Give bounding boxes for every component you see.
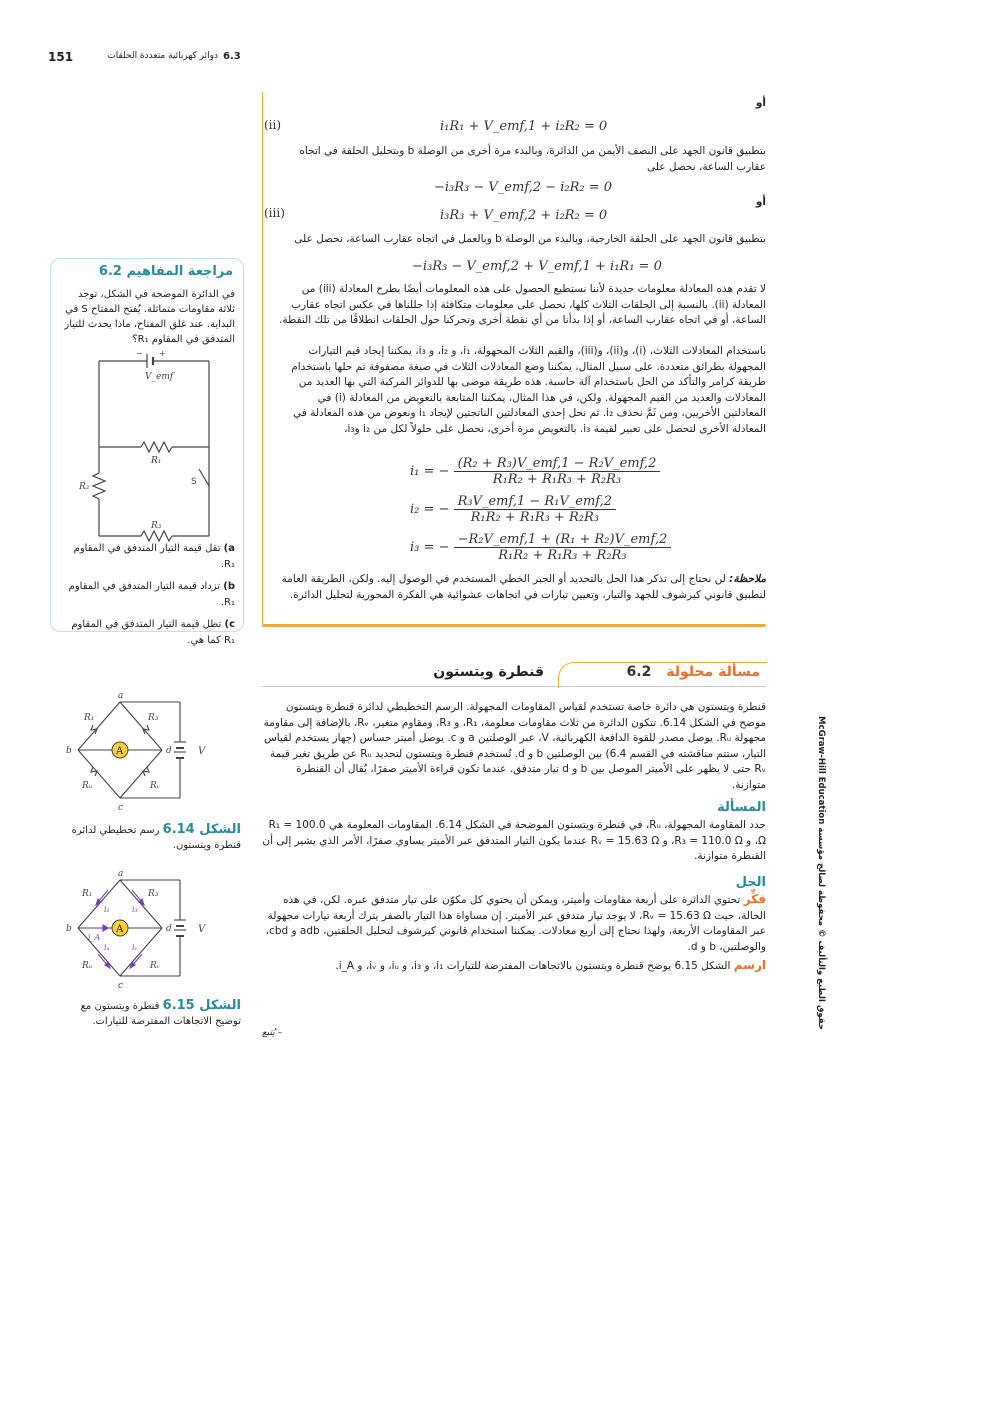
option-b-key: b) (223, 581, 235, 592)
solved-problem-body (262, 700, 766, 1040)
problem-text: حدد المقاومة المجهولة، Rᵤ، في قنطرة ويتستون الموضحة في الشكل 6.14. المقاومات المعلومة هي R₁ = 100.0 Ω، و R₃ = 110.0 Ω، و Rᵥ = 15.63 Ω عندما يكون التيار المتدفق عبر الأميتر يساوي صفرًا، الأمر الذي يشير إلى أن القنطرة متوازنة. (262, 819, 766, 862)
equation-iii: i₃R₃ + V_emf,2 + i₂R₂ = 0 (440, 208, 608, 223)
resistor-r1 (141, 442, 172, 452)
option-a-key: a) (223, 543, 235, 554)
concept-review-circuit (79, 351, 229, 551)
section-number: 6.3 (223, 51, 241, 62)
branch-r3 (120, 880, 162, 928)
copyright-text: حقوق الطبع والتأليف © محفوظة لصالح مؤسسة McGraw-Hill Education (816, 716, 826, 1030)
option-c-text: تظل قيمة التيار المتدفق في المقاوم R₁ كما هي. (71, 619, 235, 646)
label-r3: R₃ (151, 521, 162, 531)
equation-iii-number: (iii) (264, 206, 285, 220)
section-title: دوائر كهربائية متعددة الحلقات (107, 51, 218, 61)
label-i3: i₃ (132, 905, 138, 914)
ammeter-label: A (116, 924, 124, 935)
node-c: c (118, 803, 124, 813)
problem-heading: المسألة (717, 800, 766, 815)
solution-heading: الحل (735, 875, 766, 890)
label-rv: Rᵥ (150, 781, 161, 791)
option-c[interactable] (59, 617, 235, 649)
concept-review-box (50, 258, 244, 646)
solution-i1-denominator: R₁R₂ + R₁R₃ + R₂R₃ (492, 472, 622, 487)
or-label-2: أو (755, 196, 766, 208)
resistor-r1-zigzag (91, 725, 97, 734)
figure-6-15-text: قنطرة ويتستون مع توضيح الاتجاهات المفترضة للتيارات. (80, 1001, 241, 1027)
figure-6-15-label: الشكل 6.15 (162, 998, 241, 1013)
equation-ii-number: (ii) (264, 118, 282, 132)
wheatstone-intro: قنطرة ويتستون هي دائرة خاصة تستخدم لقياس المقاومات المجهولة. الرسم التخطيطي لدائرة قنطرة ويتستون موضح في الشكل 6.14. تتكون الدائرة من ثلاث مقاومات معلومة، R₁، و R₃، ومقاوم متغير، Rᵥ، بالإضافة إلى مقاومة مجهولة Rᵤ. يوصل مصدر للقوة الدافعة الكهربائية، V، عبر الوصلتين a و c. يوصل أميتر حساس (جهاز يستخدم لقياس التيار، ستتم مناقشته في القسم 6.4) بين الوصلتين b و d. تُستخدم قنطرة ويتستون لتحديد Rᵤ عن طريق تغير قيمة Rᵥ حتى لا يظهر على الأميتر الموصل بين b و d تيار متدفق. عندما تكون قراءة الأميتر صفرًا، يُقال أن القنطرة متوازنة. (263, 701, 766, 791)
solution-i2-lhs: i₂ = − (410, 502, 450, 517)
label-iv: iᵥ (132, 943, 138, 952)
label-ru: Rᵤ (82, 781, 93, 791)
solution-i2 (410, 494, 616, 525)
solution-i1-fraction (454, 456, 661, 487)
equation-right-loop: −i₃R₃ − V_emf,2 − i₂R₂ = 0 (434, 180, 613, 195)
solution-i1-numerator: (R₂ + R₃)V_emf,1 − R₂V_emf,2 (454, 456, 661, 472)
label-i1: i₁ (104, 905, 110, 914)
think-text: تحتوي الدائرة على أربعة مقاومات وأميتر، ويمكن أن يحتوي كل مكوّن على تيار متدفق عبره. لكن، في هذه الحالة، حيث Rᵥ = 15.63 Ω، لا يوجد تيار متدفق عبر الأميتر. إن مساواة هذا التيار بالصفر يترك أربعة تيارات مجهولة عبر المقاومات الأربعة، ولهذا نحتاج إلى أربع معادلات. يمكننا استخدام قانوني كيرشوف لتحليل الحلقتين، adb و cbd، والوصلتين، b و d. (265, 894, 766, 953)
label-r2: R₂ (79, 482, 90, 492)
branch-r1 (78, 702, 120, 750)
label-ia: i_A (88, 933, 101, 942)
figure-6-14-diagram (60, 690, 240, 813)
label-r3: R₃ (148, 713, 159, 723)
solved-problem-number: 6.2 (626, 664, 652, 680)
label-s: S (191, 477, 197, 487)
solved-problem-title: قنطرة ويتستون (433, 664, 544, 680)
solution-i3 (410, 532, 671, 563)
option-a[interactable] (59, 541, 235, 573)
sketch-label: ارسم (733, 958, 766, 972)
figure-6-14-label: الشكل 6.14 (162, 822, 241, 837)
or-label-1: أو (755, 97, 766, 109)
option-b-text: تزداد قيمة التيار المتدفق في المقاوم R₁. (68, 581, 235, 608)
note-label: ملاحظة: (729, 573, 766, 585)
solution-i3-fraction (454, 532, 672, 563)
page-number: 151 (48, 50, 74, 64)
node-d: d (166, 924, 172, 934)
option-c-key: c) (224, 619, 235, 630)
label-v: V (198, 746, 206, 757)
switch-s (199, 469, 209, 486)
branch-r3 (120, 702, 162, 750)
label-iu: iᵤ (104, 943, 110, 952)
note-text: لن نحتاج إلى تذكر هذا الحل بالتحديد أو الجبر الخطي المستخدم في الوصول إليه. ولكن، الطريقة العامة لتطبيق قانوني كيرشوف للجهد والتيار، وتعيين تيارات في اتجاهات عشوائية هي الفكرة المحورية لتحليل الدائرة. (281, 573, 766, 601)
solution-i1-lhs: i₁ = − (410, 464, 450, 479)
solution-i2-denominator: R₁R₂ + R₁R₃ + R₂R₃ (470, 510, 599, 525)
figure-6-14-caption (55, 822, 241, 853)
derivation-bottom-rule (262, 624, 766, 627)
page-header (48, 50, 248, 66)
ammeter-label: A (116, 746, 124, 757)
continued-marker: – يُتبع (262, 1028, 283, 1038)
solution-i1 (410, 456, 660, 487)
sketch-text: الشكل 6.15 يوضح قنطرة ويتستون بالاتجاهات المفترضة للتيارات i₁، و i₃، و iᵤ، و iᵥ، و i_A. (335, 960, 731, 972)
figure-6-15-diagram (60, 868, 240, 991)
resistor-r2 (93, 473, 105, 499)
equation-ii: i₁R₁ + V_emf,1 + i₂R₂ = 0 (440, 119, 608, 134)
solution-i2-numerator: R₃V_emf,1 − R₁V_emf,2 (454, 494, 616, 510)
figure-6-14-text: رسم تخطيطي لدائرة قنطرة ويتستون. (71, 825, 241, 851)
paragraph-solve-method: باستخدام المعادلات الثلاث، (i)، و(ii)، و(iii)، والقيم الثلاث المجهولة، i₁، و i₂، و i₃، يمكننا إيجاد قيم التيارات المجهولة بطرائق متعددة. على سبيل المثال، يمكننا وضع المعادلات الثلاث في صيغة مصفوفة ثم حلها باستخدام طريقة كرامر والتأكد من الحل باستخدام آلة حاسبة. هذه طريقة موصى بها للدوائر المركبة التي بها العديد من المعادلات والعديد من القيم المجهولة. ولكن، في هذا المثال، يمكننا المتابعة بالتعويض من المعادلة (i) في المعادلتين الأخريين، ومن ثَمَّ نحذف i₂. ثم نحل إحدى المعادلتين الناتجتين لإيجاد i₁ ونعوض من هذه المعادلة في المعادلة الأخرى لتحصل على تعبير لقيمة i₃. بالتعويض مرة أخرى، نحصل على حلولاً لكل من i₂ وi₃، (291, 345, 766, 435)
label-v: V (198, 924, 206, 935)
battery-plus: + (159, 349, 166, 358)
solution-i2-fraction (454, 494, 616, 525)
node-b: b (66, 924, 72, 934)
derivation-block (262, 92, 766, 634)
node-a: a (118, 869, 124, 879)
label-vemf: V_emf (145, 372, 174, 382)
battery-minus: − (136, 349, 143, 358)
branch-r1 (78, 880, 120, 928)
solution-i3-denominator: R₁R₂ + R₁R₃ + R₂R₃ (498, 548, 627, 563)
sketch-paragraph (262, 958, 766, 975)
paragraph-outer-loop: بتطبيق قانون الجهد على الحلقة الخارجية، وبالبدء من الوصلة b وبالعمل في اتجاه عقارب الساعة، نحصل على (294, 233, 766, 245)
paragraph-no-new-info: لا تقدم هذه المعادلة معلومات جديدة لأننا نستطيع الحصول على هذه المعلومات أيضًا بطرح المعادلة (iii) من المعادلة (ii). بالنسبة إلى الحلقات الثلاث كلها، نحصل على معلومات متكافئة إذا حللناها في عكس اتجاه عقارب الساعة، أو في اتجاه عقارب الساعة، أو إذا بدأنا من أي نقطة أخرى وتحركنا حول الحلقات انطلاقًا من تلك النقطة. (279, 283, 766, 326)
concept-review-options (59, 541, 235, 649)
label-r1: R₁ (151, 456, 162, 466)
node-b: b (66, 746, 72, 756)
paragraph-right-half: بتطبيق قانون الجهد على النصف الأيمن من الدائرة، وبالبدء مرة أخرى من الوصلة b وبتحليل الحلقة في اتجاه عقارب الساعة، نحصل على (299, 145, 766, 173)
label-ru: Rᵤ (82, 961, 93, 971)
solved-problem-header (262, 660, 766, 690)
option-b[interactable] (59, 579, 235, 611)
solution-i3-numerator: −R₂V_emf,1 + (R₁ + R₂)V_emf,2 (454, 532, 672, 548)
think-paragraph (262, 892, 766, 955)
label-rv: Rᵥ (150, 961, 161, 971)
resistor-r3 (141, 531, 172, 541)
copyright-notice (812, 716, 826, 1030)
label-r1: R₁ (82, 889, 93, 899)
figure-6-15-caption (55, 998, 241, 1029)
concept-review-title: مراجعة المفاهيم 6.2 (98, 264, 233, 279)
node-a: a (118, 691, 124, 701)
concept-review-question: في الدائرة الموضحة في الشكل، توجد ثلاثة مقاومات متماثلة. يُفتح المفتاح S في البداية. عند غلق المفتاح، ماذا يحدث للتيار المتدفق في المقاوم R₁؟ (64, 289, 235, 345)
label-r3: R₃ (148, 889, 159, 899)
node-d: d (166, 746, 172, 756)
option-a-text: تقل قيمة التيار المتدفق في المقاوم R₁. (73, 543, 235, 570)
derivation-rule (262, 92, 263, 624)
arrowhead (103, 925, 108, 931)
think-label: فكِّر (743, 892, 766, 906)
resistor-r3-zigzag (143, 725, 149, 734)
solved-problem-label (627, 664, 760, 680)
equation-outer-loop: −i₃R₃ − V_emf,2 + V_emf,1 + i₁R₁ = 0 (412, 259, 662, 274)
solved-problem-tab: مسألة محلولة (666, 664, 760, 680)
solution-i3-lhs: i₃ = − (410, 540, 450, 555)
node-c: c (118, 981, 124, 991)
note-paragraph (272, 572, 766, 603)
label-r1: R₁ (84, 713, 95, 723)
